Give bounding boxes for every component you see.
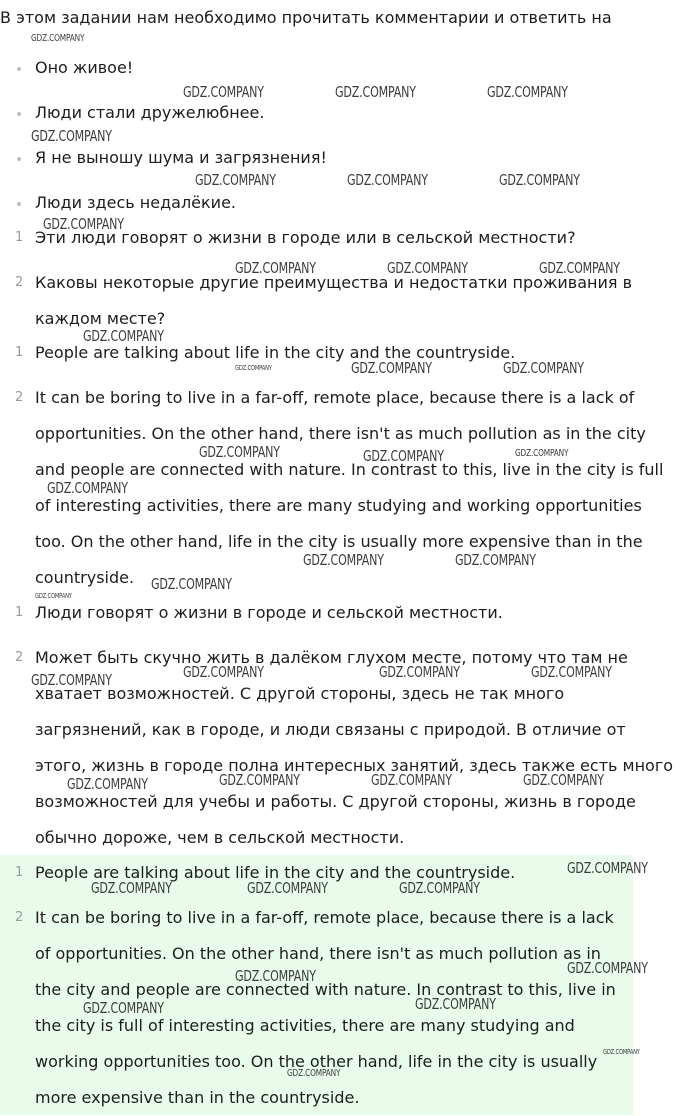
watermark: GDZ.COMPANY [235, 967, 316, 985]
watermark: GDZ.COMPANY [487, 83, 568, 101]
question-text: Каковы некоторые другие преимущества и недостатки проживания в каждом месте? [35, 273, 633, 328]
answers-russian-list [0, 595, 680, 856]
highlighted-answer-block [0, 855, 633, 1115]
watermark: GDZ.COMPANY [199, 443, 280, 461]
item-number: 2 [15, 650, 24, 665]
answer-item [0, 640, 680, 856]
item-number: 2 [15, 910, 24, 925]
answer-item [0, 335, 680, 371]
watermark: GDZ.COMPANY [31, 33, 85, 44]
question-item [0, 220, 680, 256]
watermark: GDZ.COMPANY [31, 127, 112, 145]
watermark: GDZ.COMPANY [515, 448, 569, 459]
watermark: GDZ.COMPANY [83, 327, 164, 345]
watermark: GDZ.COMPANY [235, 259, 316, 277]
watermark: GDZ.COMPANY [35, 592, 72, 600]
question-text: Эти люди говорят о жизни в городе или в сельской местности? [35, 228, 576, 247]
watermark: GDZ.COMPANY [531, 663, 612, 681]
answer-text: People are talking about life in the city and the countryside. [35, 863, 516, 882]
watermark: GDZ.COMPANY [83, 999, 164, 1017]
watermark: GDZ.COMPANY [347, 171, 428, 189]
watermark: GDZ.COMPANY [183, 83, 264, 101]
item-number: 1 [15, 230, 24, 245]
answer-item [0, 855, 633, 891]
answer-text: Может быть скучно жить в далёком глухом месте, потому что там не хватает возможностей. С другой стороны, здесь не так много загрязнений, как в городе, и люди связаны с природой. В отличие от этого, жизнь в городе полна интересных занятий, здесь также есть много возможностей для учебы и работы. С другой стороны, жизнь в городе обычно дороже, чем в сельской местности. [35, 648, 674, 847]
watermark: GDZ.COMPANY [567, 859, 648, 877]
watermark: GDZ.COMPANY [195, 171, 276, 189]
watermark: GDZ.COMPANY [303, 551, 384, 569]
watermark: GDZ.COMPANY [219, 771, 300, 789]
watermark: GDZ.COMPANY [455, 551, 536, 569]
watermark: GDZ.COMPANY [335, 83, 416, 101]
watermark: GDZ.COMPANY [503, 359, 584, 377]
item-number: 1 [15, 345, 24, 360]
comment-item: Оно живое! [0, 58, 680, 78]
watermark: GDZ.COMPANY [603, 1048, 640, 1056]
watermark: GDZ.COMPANY [287, 1068, 341, 1079]
answer-item [0, 380, 680, 596]
watermark: GDZ.COMPANY [31, 671, 112, 689]
answers-highlighted-list [0, 855, 633, 1116]
watermark: GDZ.COMPANY [363, 447, 444, 465]
watermark: GDZ.COMPANY [151, 575, 232, 593]
watermark: GDZ.COMPANY [183, 663, 264, 681]
comment-item: Люди стали дружелюбнее. [0, 103, 680, 123]
watermark: GDZ.COMPANY [379, 663, 460, 681]
watermark: GDZ.COMPANY [235, 364, 272, 372]
answer-text: It can be boring to live in a far-off, remote place, because there is a lack of opportunities. On the other hand, there isn't as much pollution as in the city and people are connected with nature. In contrast to this, live in the city is full of interesting activities, there are many studying and working opportunities too. On the other hand, life in the city is usually more expensive than in the countryside. [35, 388, 664, 587]
watermark: GDZ.COMPANY [499, 171, 580, 189]
watermark: GDZ.COMPANY [415, 995, 496, 1013]
watermark: GDZ.COMPANY [91, 879, 172, 897]
watermark: GDZ.COMPANY [67, 775, 148, 793]
answers-english-list [0, 335, 680, 596]
watermark: GDZ.COMPANY [387, 259, 468, 277]
intro-text: В этом задании нам необходимо прочитать комментарии и ответить на [0, 8, 612, 27]
watermark: GDZ.COMPANY [47, 479, 128, 497]
answer-item [0, 900, 633, 1116]
watermark: GDZ.COMPANY [567, 959, 648, 977]
comment-item: Я не выношу шума и загрязнения! [0, 148, 680, 168]
watermark: GDZ.COMPANY [247, 879, 328, 897]
answer-item [0, 595, 680, 631]
watermark: GDZ.COMPANY [539, 259, 620, 277]
comment-item: Люди здесь недалёкие. [0, 193, 680, 213]
answer-text: Люди говорят о жизни в городе и сельской местности. [35, 603, 503, 622]
watermark: GDZ.COMPANY [351, 359, 432, 377]
item-number: 2 [15, 275, 24, 290]
questions-list [0, 220, 680, 337]
watermark: GDZ.COMPANY [399, 879, 480, 897]
watermark: GDZ.COMPANY [523, 771, 604, 789]
watermark: GDZ.COMPANY [371, 771, 452, 789]
watermark: GDZ.COMPANY [43, 215, 124, 233]
item-number: 1 [15, 605, 24, 620]
question-item [0, 265, 680, 337]
item-number: 2 [15, 390, 24, 405]
item-number: 1 [15, 865, 24, 880]
answer-text: People are talking about life in the city and the countryside. [35, 343, 516, 362]
answer-text: It can be boring to live in a far-off, remote place, because there is a lack of opportunities. On the other hand, there isn't as much pollution as in the city and people are connected with nature. In contrast to this, live in the city is full of interesting activities, there are many studying and working opportunities too. On the other hand, life in the city is usually more expensive than in the countryside. [35, 908, 616, 1107]
comments-list [0, 58, 680, 213]
